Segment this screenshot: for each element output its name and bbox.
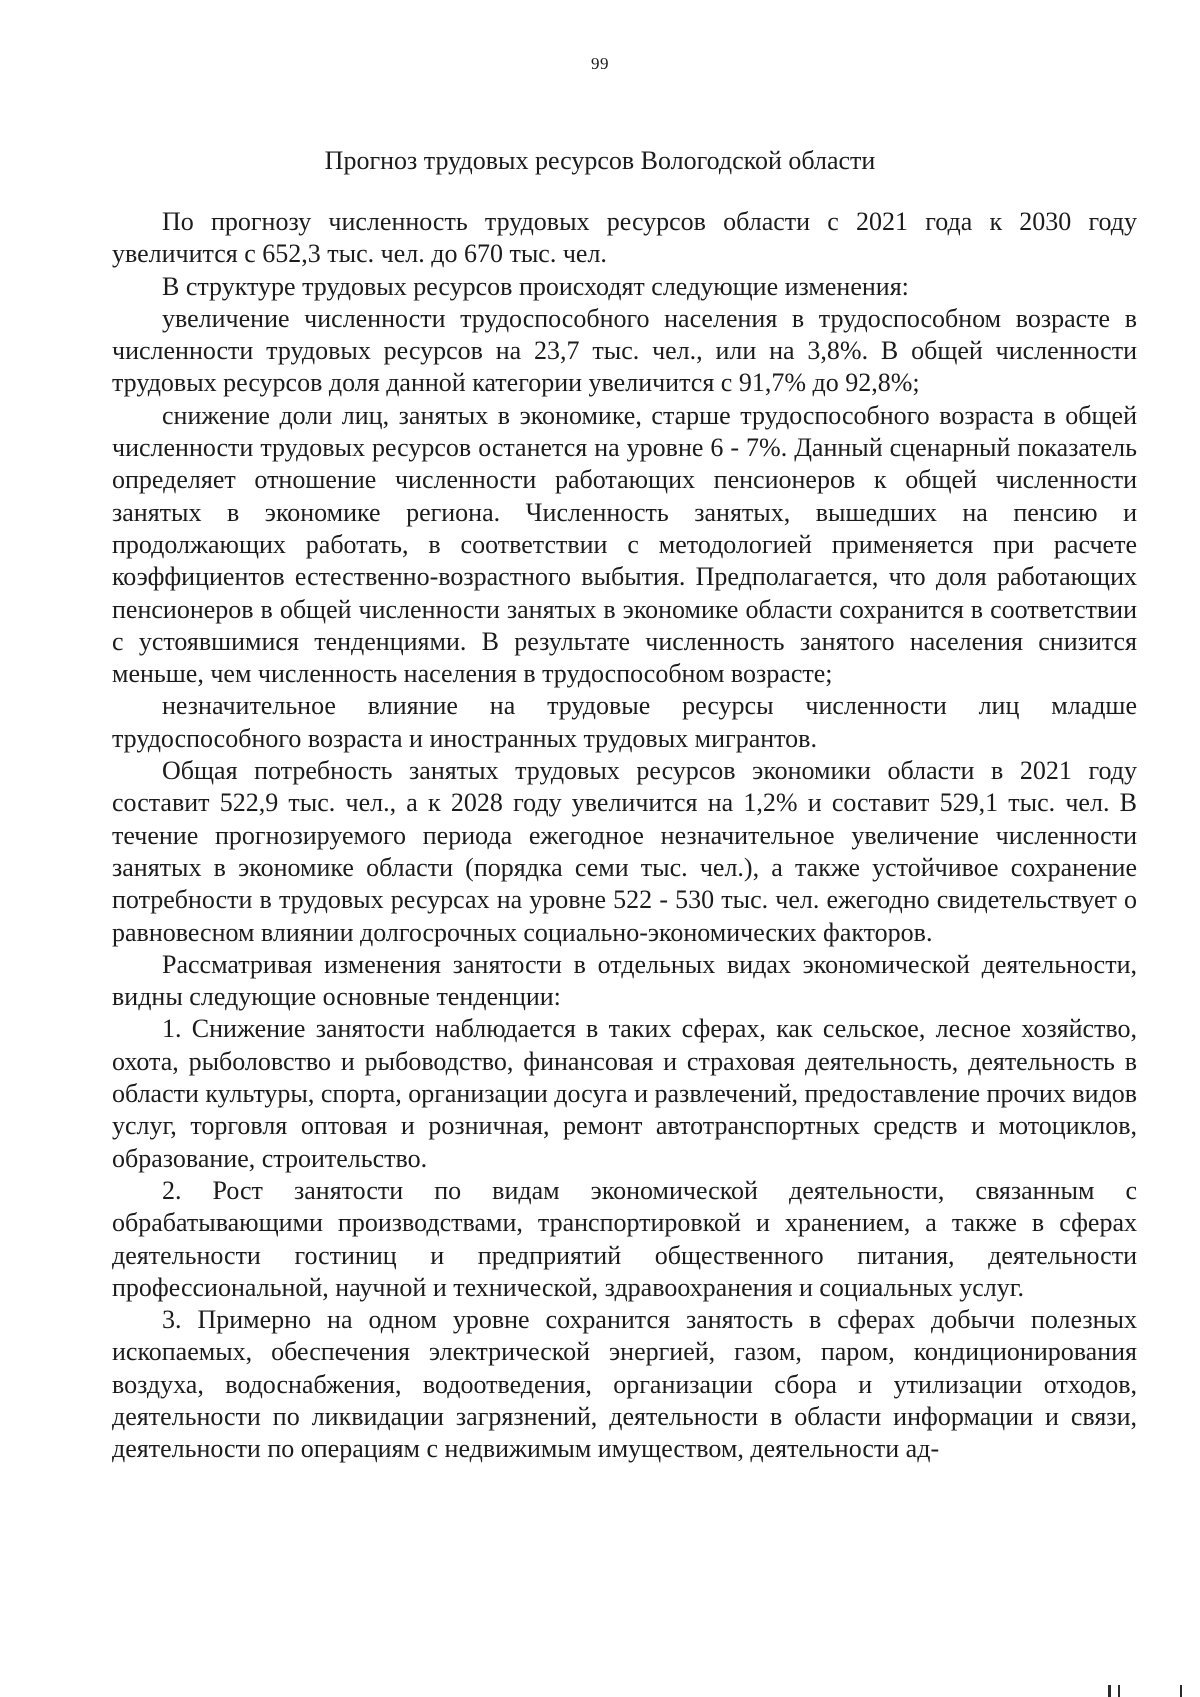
page-title: Прогноз трудовых ресурсов Вологодской области: [324, 146, 876, 175]
paragraph: увеличение численности трудоспособного населения в трудоспособном возрасте в численности трудовых ресурсов на 23,7 тыс. чел., или на 3,8%. В общей численности трудовых ресурсов доля данной категории увеличится с 91,7% до 92,8%;: [112, 303, 1137, 398]
paragraph: 1. Снижение занятости наблюдается в таких сферах, как сельское, лесное хозяйство, охота, рыболовство и рыбоводство, финансовая и страховая деятельность, деятельность в области культуры, спорта, организации досуга и развлечений, предоставление прочих видов услуг, торговля оптовая и розничная, ремонт автотранспортных средств и мотоциклов, образование, строительство.: [112, 1014, 1137, 1173]
paragraph: незначительное влияние на трудовые ресурсы численности лиц младше трудоспособного возраста и иностранных трудовых мигрантов.: [112, 691, 1137, 753]
body-text: [112, 206, 1137, 1466]
paragraph: 2. Рост занятости по видам экономической деятельности, связанным с обрабатывающими производствами, транспортировкой и хранением, а также в сферах деятельности гостиниц и предприятий общественного питания, деятельности профессиональной, научной и технической, здравоохранения и социальных услуг.: [112, 1175, 1137, 1302]
paragraph: Рассматривая изменения занятости в отдельных видах экономической деятельности, видны следующие основные тенденции:: [112, 949, 1137, 1012]
paragraph: снижение доли лиц, занятых в экономике, старше трудоспособного возраста в общей численности трудовых ресурсов останется на уровне 6 - 7%. Данный сценарный показатель определяет отношение численности работающих пенсионеров к общей численности занятых в экономике региона. Численность занятых, вышедших на пенсию и продолжающих работать, в соответствии с методологией применяется при расчете коэффициентов естественно-возрастного выбытия. Предполагается, что доля работающих пенсионеров в общей численности занятых в экономике области сохранится в соответствии с устоявшимися тенденциями. В результате численность занятого населения снизится меньше, чем численность населения в трудоспособном возрасте;: [112, 400, 1137, 689]
paragraph: 3. Примерно на одном уровне сохранится занятость в сферах добычи полезных ископаемых, обеспечения электрической энергией, газом, паром, кондиционирования воздуха, водоснабжения, водоотведения, организации сбора и утилизации отходов, деятельности по ликвидации загрязнений, деятельности в области информации и связи, деятельности по операциям с недвижимым имуществом, деятельности ад-: [112, 1305, 1137, 1464]
scan-artifact-mark: [1108, 1685, 1111, 1697]
page-number: 99: [591, 54, 609, 73]
paragraph: По прогнозу численность трудовых ресурсов области с 2021 года к 2030 году увеличится с 652,3 тыс. чел. до 670 тыс. чел.: [112, 207, 1137, 269]
paragraph: Общая потребность занятых трудовых ресурсов экономики области в 2021 году составит 522,9 тыс. чел., а к 2028 году увеличится на 1,2% и составит 529,1 тыс. чел. В течение прогнозируемого периода ежегодное незначительное увеличение численности занятых в экономике области (порядка семи тыс. чел.), а также устойчивое сохранение потребности в трудовых ресурсах на уровне 522 - 530 тыс. чел. ежегодно свидетельствует о равновесном влиянии долгосрочных социально-экономических факторов.: [112, 756, 1137, 947]
scan-artifact-mark: [1180, 1685, 1182, 1697]
paragraph: В структуре трудовых ресурсов происходят следующие изменения:: [162, 271, 909, 301]
scan-artifact-mark: [1118, 1685, 1120, 1697]
